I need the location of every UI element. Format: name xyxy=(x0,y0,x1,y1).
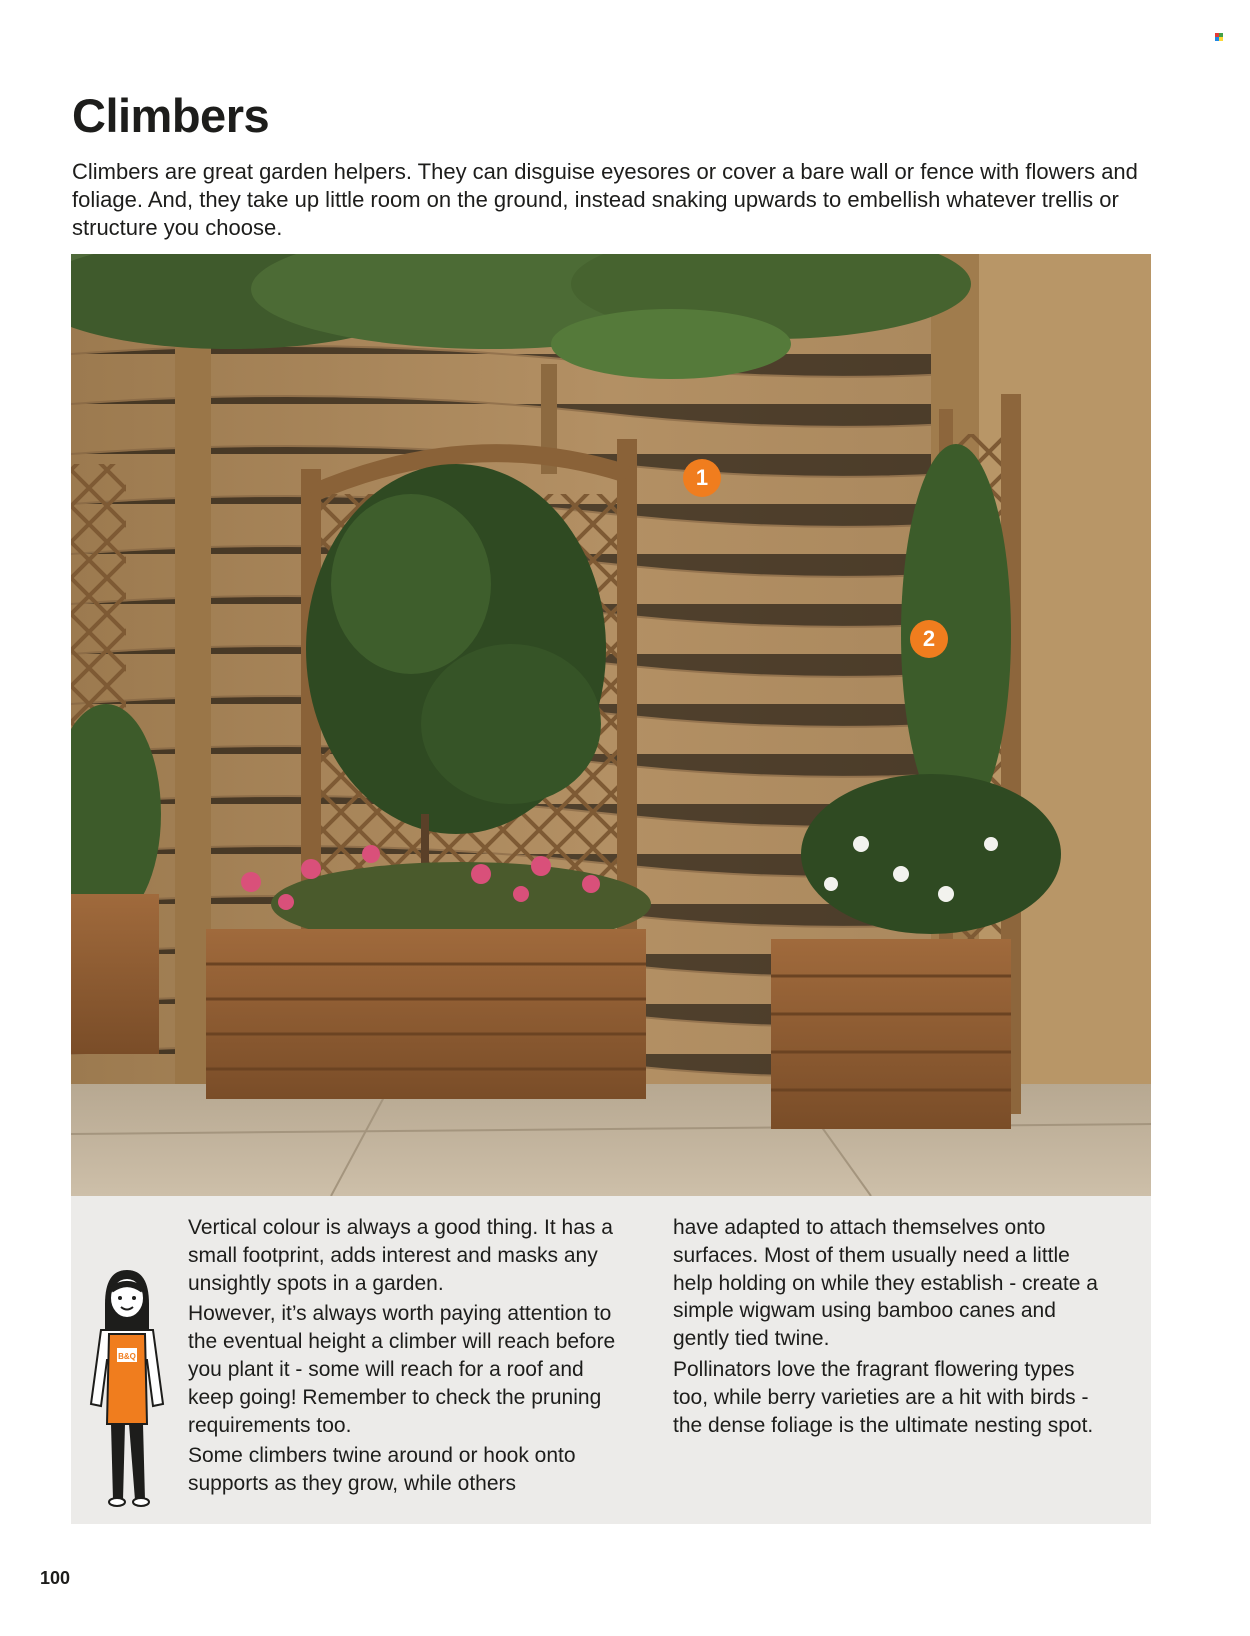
tips-left-column xyxy=(188,1214,628,1501)
tip-paragraph: have adapted to attach themselves onto surfaces. Most of them usually need a little help holding on while they establish - create a simple wigwam using bamboo canes and gently tied twine. xyxy=(673,1216,1098,1351)
staff-illustration xyxy=(83,1264,173,1514)
page-title: Climbers xyxy=(72,89,270,142)
tips-right-column xyxy=(673,1214,1113,1442)
tip-paragraph: However, it’s always worth paying attention to the eventual height a climber will reach before you plant it - some will reach for a roof and keep going! Remember to check the pruning requirements too. xyxy=(188,1302,616,1437)
garden-photo xyxy=(71,254,1151,1196)
apron-logo: B&Q xyxy=(118,1352,136,1361)
callout-badge-2: 2 xyxy=(910,620,948,658)
tip-paragraph: Pollinators love the fragrant flowering types too, while berry varieties are a hit with birds - the dense foliage is the ultimate nesting spot. xyxy=(673,1357,1094,1437)
tips-box xyxy=(71,1196,1151,1524)
colour-registration-mark xyxy=(1215,33,1223,41)
callout-badge-1: 1 xyxy=(683,459,721,497)
tip-paragraph: Some climbers twine around or hook onto supports as they grow, while others xyxy=(188,1444,576,1496)
tip-paragraph: Vertical colour is always a good thing. It has a small footprint, adds interest and masks any unsightly spots in a garden. xyxy=(188,1216,613,1295)
page-number: 100 xyxy=(40,1568,71,1588)
intro-paragraph: Climbers are great garden helpers. They can disguise eyesores or cover a bare wall or fence with flowers and foliage. And, they take up little room on the ground, instead snaking upwards to embellish whatever trellis or structure you choose. xyxy=(72,159,1138,240)
